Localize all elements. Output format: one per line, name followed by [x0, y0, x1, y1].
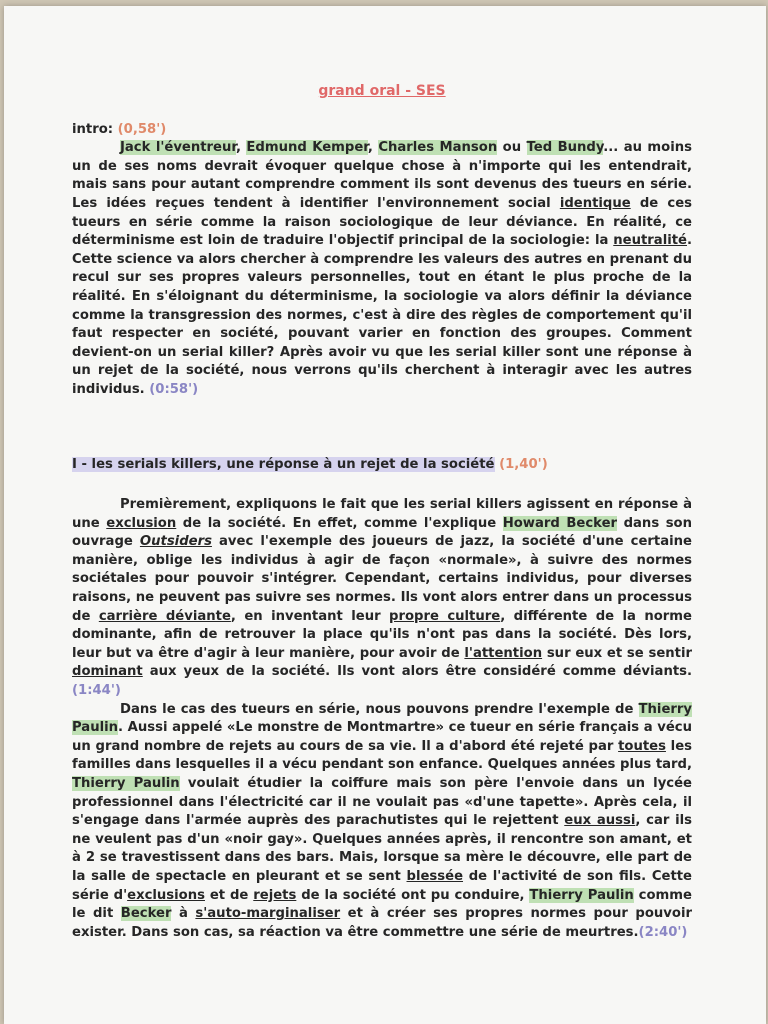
intro-paragraph: [72, 139, 692, 399]
intro-time-start: (0,58'): [117, 121, 167, 137]
underlined-word: carrière déviante: [98, 608, 231, 624]
name-highlight: Thierry Paulin: [529, 887, 634, 903]
underlined-word: neutralité: [613, 233, 687, 249]
text-run: ... au moins un de ses noms devrait évoquer quelque chose à n'importe qui les entendrait, mais sans pour autant comprendre comment ils sont devenus des tueurs en série. Les idées reçues tendent à identifier l'environnement social: [72, 140, 692, 211]
document-body: [72, 82, 692, 942]
text-run: dans son ouvrage: [72, 515, 693, 550]
text-run: de la société ont pu conduire,: [296, 887, 530, 903]
underlined-word: blessée: [406, 868, 464, 884]
name-highlight: Jack l'éventreur: [120, 140, 236, 156]
text-run: ,: [367, 140, 379, 156]
underlined-word: dominant: [72, 664, 143, 680]
text-run: aux yeux de la société. Ils vont alors être considéré comme déviants.: [142, 664, 692, 680]
text-run: voulait étudier la coiffure mais son père l'envoie dans un lycée professionnel dans l'électricité car il ne voulait pas «d'une tapette». Après cela, il s'engage dans l'armée auprès des parachutistes qui le rejettent: [72, 776, 693, 829]
name-highlight: Thierry Paulin: [72, 701, 692, 736]
text-run: Premièrement, expliquons le fait que les serial killers agissent en réponse à une: [72, 497, 692, 531]
text-run: de l'activité de son fils. Cette série d': [72, 868, 693, 903]
text-run: . Aussi appelé «Le monstre de Montmartre» ce tueur en série français a vécu un grand nombre de rejets au cours de sa vie. Il a d'abord été rejeté par: [72, 720, 692, 754]
underlined-word: l'attention: [464, 645, 543, 661]
text-run: et de: [204, 887, 254, 903]
text-run: Dans le cas des tueurs en série, nous pouvons prendre l'exemple de: [120, 701, 639, 717]
section-title: I - les serials killers, une réponse à un rejet de la société: [72, 456, 495, 472]
section-time: (1,40'): [499, 456, 548, 472]
text-run: , différente de la norme dominante, afin de retrouver la place qu'ils n'ont pas dans la société. Dès lors, leur but va être d'agir à leur manière, pour avoir de: [72, 608, 692, 661]
paragraph-time: (2:40'): [638, 924, 688, 940]
text-run: . Cette science va alors chercher à comprendre les valeurs des autres en prenant du recul sur ses propres valeurs personnelles, tout en étant le plus proche de la réalité. En s'éloignant du déterminisme, la sociologie va alors définir la déviance comme la transgression des normes, c'est à dire des règles de comportement qu'il faut respecter en société, pouvant varier en fonction des groupes. Comment devient-on un serial killer? Après avoir vu que les serial killer sont une réponse à un rejet de la société, nous verrons qu'ils cherchent à interagir avec les autres individus.: [72, 233, 692, 397]
paper-sheet: [4, 6, 766, 1024]
intro-time-end: (0:58'): [149, 381, 199, 397]
text-run: ou: [497, 140, 527, 156]
underlined-word: s'auto-marginaliser: [195, 906, 341, 922]
underlined-word: rejets: [253, 887, 297, 903]
text-run: ,: [235, 140, 247, 156]
name-highlight: Thierry Paulin: [72, 776, 180, 791]
underlined-word: identique: [559, 195, 631, 211]
text-run: , en inventant leur: [230, 608, 390, 624]
intro-heading: [72, 121, 692, 140]
name-highlight: Howard Becker: [502, 515, 618, 531]
text-run: , car ils ne veulent pas d'un «noir gay». Quelques années après, il rencontre son amant, et à 2 se travestissent dans des bars. Mais, lorsque sa mère le découvre, elle part de la salle de spectacle en pleurant et se sent: [72, 813, 693, 884]
page-title: grand oral - SES: [318, 83, 446, 99]
name-highlight: Charles Manson: [378, 140, 498, 156]
underlined-word: toutes: [618, 738, 666, 754]
paragraph-becker: [72, 496, 692, 701]
name-highlight: Edmund Kemper: [246, 140, 368, 156]
book-title: Outsiders: [139, 534, 212, 550]
text-run: de la société. En effet, comme l'explique: [176, 515, 503, 531]
text-run: les familles dans lesquelles il a vécu pendant son enfance. Quelques années plus tard,: [72, 738, 692, 773]
underlined-word: propre culture: [389, 608, 501, 624]
underlined-word: eux aussi: [564, 813, 636, 829]
text-run: et à créer ses propres normes pour pouvoir exister. Dans son cas, sa réaction va être commettre une série de meurtres.: [72, 906, 692, 940]
paragraph-paulin: [72, 701, 692, 943]
text-run: de ces tueurs en série comme la raison sociologique de leur déviance. En réalité, ce déterminisme est loin de traduire l'objectif principal de la sociologie: la: [72, 195, 692, 249]
text-run: sur eux et se sentir: [542, 645, 692, 661]
text-run: à: [171, 906, 196, 922]
name-highlight: Ted Bundy: [526, 140, 604, 156]
intro-label: intro:: [72, 121, 114, 137]
underlined-word: exclusions: [127, 887, 205, 903]
section-heading: [72, 456, 692, 475]
text-run: comme le dit: [72, 887, 692, 922]
text-run: avec l'exemple des joueurs de jazz, la société d'une certaine manière, oblige les individus à agir de façon «normale», à suivre des normes sociétales pour pouvoir s'intégrer. Cependant, certains individus, pour diverses raisons, ne peuvent pas suivre ses normes. Ils vont alors entrer dans un processus de: [72, 534, 692, 624]
name-highlight: Becker: [120, 906, 172, 922]
underlined-word: exclusion: [106, 515, 177, 531]
paragraph-time: (1:44'): [72, 683, 121, 699]
